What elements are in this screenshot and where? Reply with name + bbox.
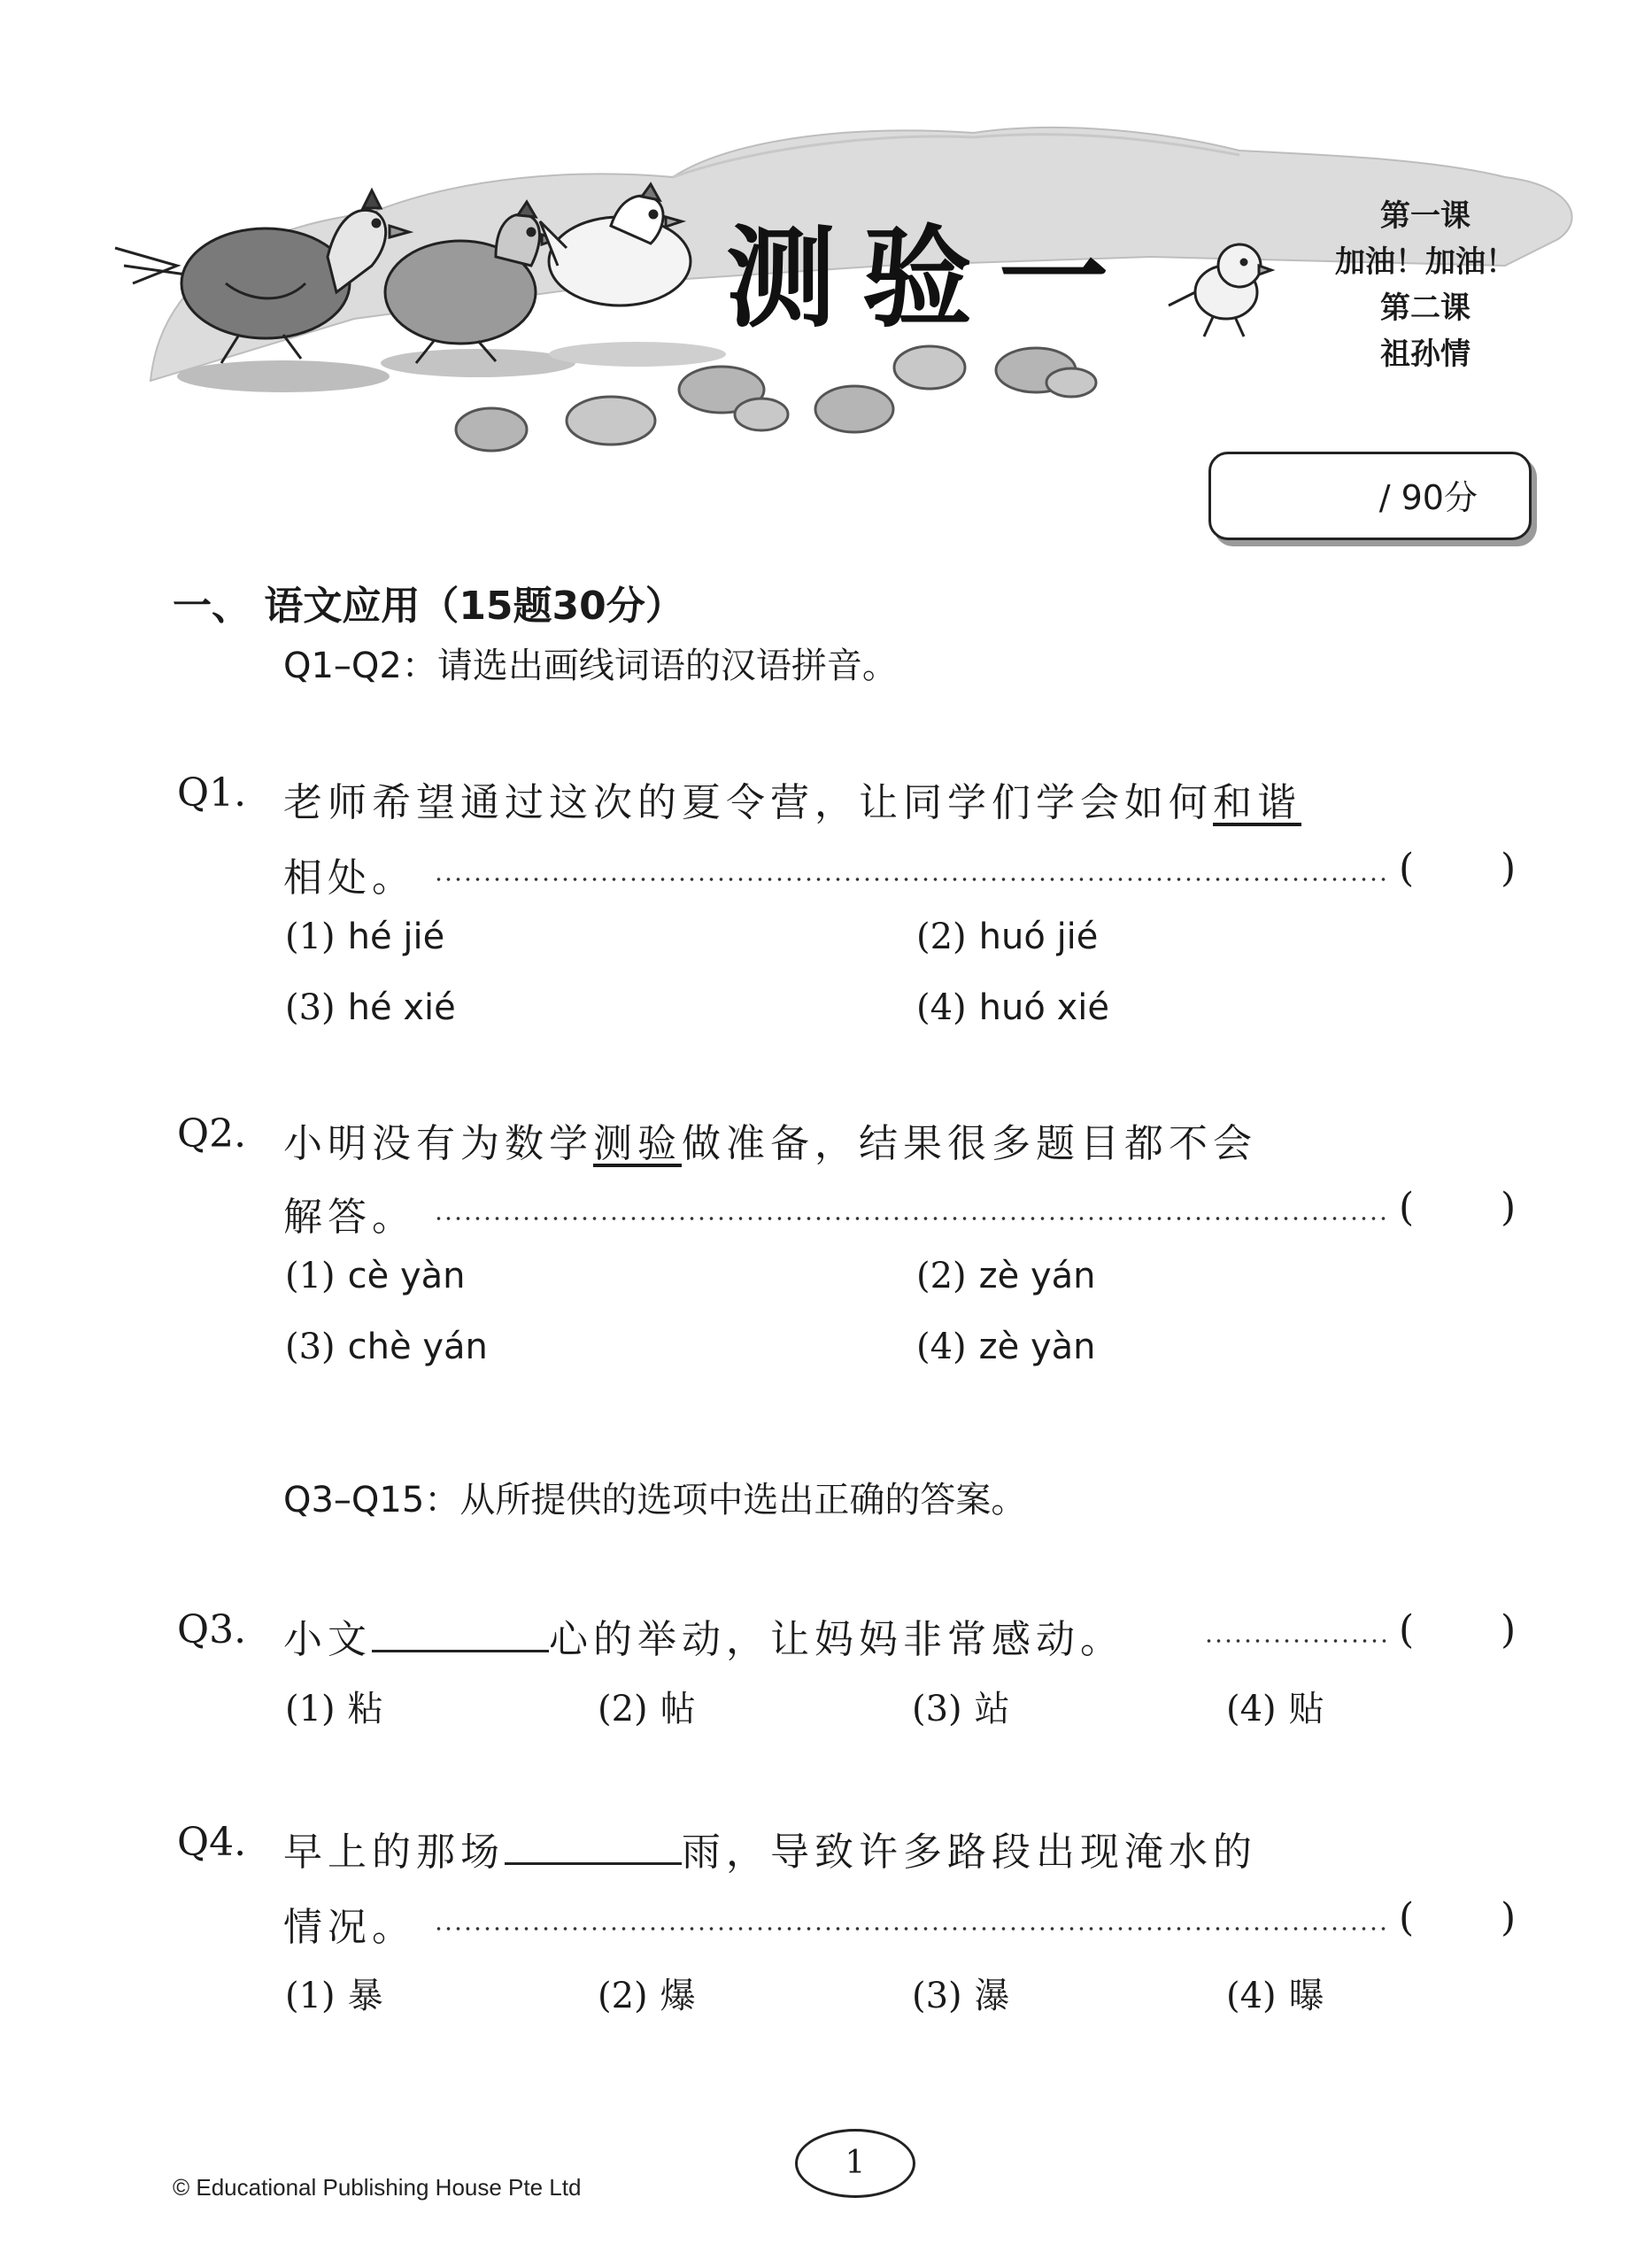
lesson-2-name: 祖孙情: [1380, 337, 1471, 372]
option-4[interactable]: [916, 1327, 1096, 1367]
option-number: (2): [598, 1689, 648, 1729]
option-number: (3): [912, 1976, 962, 2016]
question-text: [283, 1820, 1257, 1876]
option-number: (1): [285, 1689, 336, 1729]
question-text-line2: 解答。: [283, 1195, 416, 1240]
option-text: zè yàn: [978, 1327, 1096, 1367]
option-number: (4): [916, 987, 967, 1028]
option-text: 暴: [347, 1976, 383, 2016]
fill-blank[interactable]: [505, 1836, 682, 1865]
question-number: Q3.: [177, 1607, 247, 1652]
option-text: 帖: [660, 1689, 696, 1729]
instruction-q1-q2: Q1–Q2：请选出画线词语的汉语拼音。: [283, 646, 898, 686]
copyright-notice: © Educational Publishing House Pte Ltd: [173, 2174, 582, 2201]
lesson-list: [1310, 193, 1540, 377]
dot-leader: [434, 877, 1390, 882]
option-number: (2): [598, 1976, 648, 2016]
lesson-2-label: 第二课: [1380, 290, 1471, 326]
test-title: 测验一: [726, 214, 1136, 343]
dot-leader: [434, 1926, 1390, 1931]
option-2[interactable]: [916, 1256, 1096, 1296]
question-text-part: 老师希望通过这次的夏令营，让同学们学会如何: [283, 780, 1213, 825]
option-text: 瀑: [974, 1976, 1010, 2016]
option-text: hé jié: [347, 917, 445, 957]
score-total: / 90分: [1378, 478, 1478, 517]
option-1[interactable]: [285, 1968, 383, 2018]
option-4[interactable]: [916, 987, 1109, 1028]
option-text: huó xié: [978, 987, 1109, 1028]
answer-paren-left: (: [1399, 846, 1415, 891]
option-number: (2): [916, 1256, 967, 1296]
option-number: (3): [285, 987, 336, 1028]
question-number: Q1.: [177, 770, 247, 816]
option-number: (1): [285, 1976, 336, 2016]
option-3[interactable]: [912, 1681, 1010, 1731]
question-number: Q2.: [177, 1111, 247, 1157]
option-text: 站: [974, 1689, 1010, 1729]
option-4[interactable]: [1226, 1681, 1324, 1731]
option-2[interactable]: [598, 1681, 696, 1731]
option-2[interactable]: [916, 917, 1098, 957]
question-text-part: 雨，导致许多路段出现淹水的: [682, 1830, 1257, 1875]
question-number: Q4.: [177, 1820, 247, 1865]
question-text-part: 小文: [283, 1617, 372, 1662]
answer-paren-right: ): [1501, 1185, 1517, 1230]
option-number: (4): [1226, 1689, 1277, 1729]
question-text: [283, 1111, 1257, 1168]
score-box[interactable]: [1208, 452, 1532, 540]
question-text-part: 心的举动，让妈妈非常感动。: [549, 1617, 1124, 1662]
option-text: zè yán: [978, 1256, 1096, 1296]
option-number: (2): [916, 917, 967, 957]
option-1[interactable]: [285, 1681, 383, 1731]
section-title: 一、 语文应用（15题30分）: [173, 584, 684, 629]
dot-leader: [434, 1216, 1390, 1221]
option-text: 爆: [660, 1976, 696, 2016]
option-2[interactable]: [598, 1968, 696, 2018]
option-text: 曝: [1288, 1976, 1324, 2016]
answer-paren-left: (: [1399, 1607, 1415, 1652]
option-1[interactable]: [285, 917, 444, 957]
question-text-line2: 情况。: [283, 1905, 416, 1950]
underlined-word: 和谐: [1213, 780, 1301, 825]
option-1[interactable]: [285, 1256, 466, 1296]
option-number: (1): [285, 1256, 336, 1296]
question-text-line2: 相处。: [283, 855, 416, 901]
fill-blank[interactable]: [372, 1623, 549, 1652]
option-text: 贴: [1288, 1689, 1324, 1729]
option-text: 粘: [347, 1689, 383, 1729]
question-text: [283, 1607, 1124, 1664]
underlined-word: 测验: [593, 1121, 682, 1166]
option-3[interactable]: [285, 987, 456, 1028]
question-text-part: 小明没有为数学: [283, 1121, 593, 1166]
option-number: (1): [285, 917, 336, 957]
option-3[interactable]: [285, 1327, 488, 1367]
answer-paren-right: ): [1501, 846, 1517, 891]
question-text-part: 早上的那场: [283, 1830, 505, 1875]
option-number: (3): [912, 1689, 962, 1729]
answer-paren-left: (: [1399, 1185, 1415, 1230]
option-number: (4): [1226, 1976, 1277, 2016]
answer-paren-right: ): [1501, 1895, 1517, 1940]
option-4[interactable]: [1226, 1968, 1324, 2018]
ground-shadow: [177, 360, 390, 392]
option-text: chè yán: [347, 1327, 488, 1367]
option-3[interactable]: [912, 1968, 1010, 2018]
option-number: (4): [916, 1327, 967, 1367]
egg-1: [456, 408, 527, 451]
question-text-part: 做准备，结果很多题目都不会: [682, 1121, 1257, 1166]
question-text: [283, 770, 1301, 827]
option-text: cè yàn: [347, 1256, 466, 1296]
option-number: (3): [285, 1327, 336, 1367]
page-number: 1: [795, 2129, 915, 2198]
answer-paren-left: (: [1399, 1895, 1415, 1940]
option-text: hé xié: [347, 987, 456, 1028]
dot-leader: [1204, 1638, 1390, 1644]
option-text: huó jié: [978, 917, 1099, 957]
instruction-q3-q15: Q3–Q15：从所提供的选项中选出正确的答案。: [283, 1480, 1027, 1520]
lesson-1-name: 加油！加油！: [1335, 244, 1516, 280]
answer-paren-right: ): [1501, 1607, 1517, 1652]
lesson-1-label: 第一课: [1380, 198, 1471, 234]
